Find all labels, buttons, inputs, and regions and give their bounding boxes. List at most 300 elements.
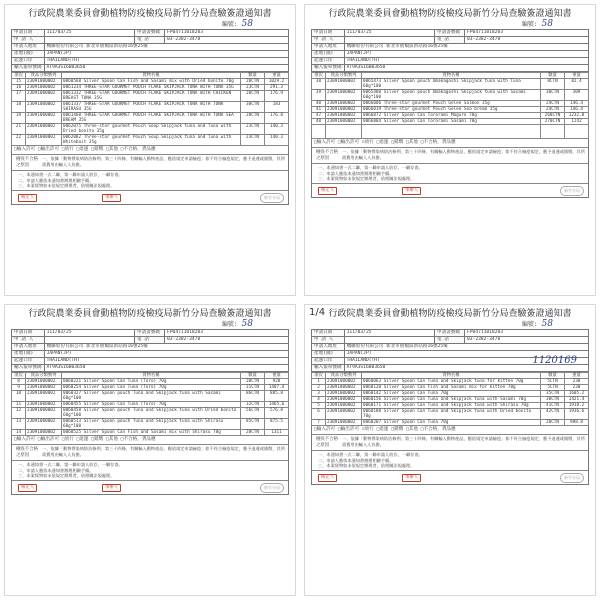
info-label: 產地(國): [312, 51, 345, 58]
hs-code: 23091000002: [326, 119, 362, 125]
document-title: 行政院農業委員會動植物防疫檢疫局新竹分局查驗簽證通知書: [28, 309, 272, 319]
info-label: 申請日期: [12, 330, 45, 337]
info-label: 輸入報單號碼: [12, 65, 45, 72]
quantity: 23CTN: [241, 135, 265, 146]
info-label: 申請人地址: [312, 344, 345, 351]
col-header: 項次: [12, 73, 26, 79]
quantity: 56CTN: [241, 408, 265, 419]
info-label: 輸入報單號碼: [312, 65, 345, 72]
handwritten-serial: 58: [241, 319, 253, 329]
page-label: 1/4: [309, 307, 326, 318]
decision-section: [311, 139, 589, 198]
row-number: 4: [312, 397, 326, 403]
info-value: 03-2382-3478: [165, 337, 289, 344]
stamp-row: [12, 480, 288, 494]
info-label: 電 話: [435, 337, 465, 344]
weight: 1407.4: [265, 385, 289, 391]
info-value: FP04711018203: [465, 330, 589, 337]
info-row: [12, 37, 289, 44]
decision-section: [311, 426, 589, 485]
hs-code: 23091000002: [26, 85, 62, 91]
info-label: 申請人地址: [12, 44, 45, 51]
reason-block: [312, 434, 588, 450]
weight: 1242: [565, 119, 589, 125]
table-row: [312, 119, 589, 125]
table-row: [312, 90, 589, 101]
notes-block: [312, 450, 588, 470]
serial-label: 編號:: [521, 321, 538, 328]
applicant-info-table: [11, 329, 289, 372]
reason-text: 一、依據「動物傳染病防治條例」第三十四條，有關輸入動物產品，應依規定申請檢疫；如不符合檢疫規定，應予退運或銷燬，其所需費用由輸入人負擔。: [342, 149, 585, 160]
weight: 146.4: [565, 107, 589, 113]
weight: 230: [565, 379, 589, 385]
row-number: 14: [12, 430, 26, 436]
info-row: [312, 37, 589, 44]
hs-code: 23091000002: [26, 379, 62, 385]
goods-name: 0066006 Three-star gourmet Pouch Gelee Salmon 35g: [362, 101, 541, 107]
handwritten-serial: 58: [541, 19, 553, 29]
stamp-row: [12, 190, 288, 204]
reason-label: 檢疫不合格之原因: [316, 150, 338, 161]
officer-stamp: 承辦人: [402, 187, 421, 195]
row-number: 9: [12, 385, 26, 391]
serial-line: [11, 320, 289, 329]
office-seal: 新竹分局: [260, 483, 284, 493]
note-line: 一、本通知書一式二聯，第一聯申請人收存，一聯存查。: [318, 165, 423, 170]
quantity: 32CTN: [241, 402, 265, 408]
hs-code: 23091000002: [326, 403, 362, 409]
info-label: 電 話: [135, 37, 165, 44]
goods-name: 0060063 Silver Spoon Can Tuna and Skipjack tuna for kitten 70g: [362, 379, 541, 385]
serial-line: [11, 20, 289, 29]
document-title: 行政院農業委員會動植物防疫檢疫局新竹分局查驗簽證通知書: [328, 9, 572, 19]
quantity: 24CTN: [541, 101, 565, 107]
serial-label: 編號:: [521, 21, 538, 28]
handwritten-serial: 58: [241, 19, 253, 29]
info-row: [12, 337, 289, 344]
items-table: [311, 372, 589, 426]
table-row: [312, 397, 589, 403]
info-value: 111/03/25: [344, 30, 434, 37]
col-header: 項次: [312, 73, 326, 79]
serial-line: [311, 20, 589, 29]
officer-stamp: 承辦人: [102, 194, 121, 202]
col-header: 貨品分類號列: [326, 373, 362, 379]
info-label: 輸入報單號碼: [312, 365, 345, 372]
hs-code: 23091000002: [26, 135, 62, 146]
table-row: [12, 85, 289, 91]
goods-name: 0066872 Silver Spoon Can Tororami Maguro 70g: [362, 113, 541, 119]
reason-text: 一、依據「動物傳染病防治條例」第三十四條，有關輸入動物產品，應依規定申請檢疫；如不符合檢疫規定，應予退運或銷燬，其所需費用由輸入人負擔。: [342, 436, 585, 447]
info-value: THAILAND(TH): [44, 358, 288, 365]
info-label: 產地(國): [312, 351, 345, 358]
notes-block: [312, 163, 588, 183]
goods-name: 0060458 Silver Spoon pouch Tuna and Skipjack tuna with Dried bonito 60g*100: [62, 408, 241, 419]
hs-code: 23091000002: [26, 402, 62, 408]
row-number: 13: [12, 419, 26, 430]
info-label: 申請書號碼: [435, 330, 465, 337]
info-label: 電 話: [135, 337, 165, 344]
info-row: [312, 344, 589, 351]
weight: 1421.4: [565, 397, 589, 403]
hs-code: 23091000002: [26, 91, 62, 102]
row-number: 15: [12, 79, 26, 85]
row-number: 2: [312, 385, 326, 391]
info-label: 申請書號碼: [435, 30, 465, 37]
handwritten-note: 1120169: [532, 355, 577, 366]
approver-stamp: 核定人: [18, 194, 37, 202]
decision-checkboxes: □輸入許可 □輸出許可 □放行 □退運 □銷燬 □其他 □不合格，貨品應: [14, 147, 156, 152]
info-label: 起運口岸: [12, 358, 45, 365]
row-number: 16: [12, 85, 26, 91]
info-label: 起運口岸: [312, 58, 345, 65]
document-title: 行政院農業委員會動植物防疫檢疫局新竹分局查驗簽證通知書: [28, 9, 272, 19]
approver-stamp: 核定人: [318, 187, 337, 195]
applicant-info-table: [311, 29, 589, 72]
row-number: 11: [12, 402, 26, 408]
officer-stamp: 承辦人: [402, 474, 421, 482]
col-header: 貨物名稱: [62, 73, 241, 79]
reason-text: 一、依據「動物傳染病防治條例」第三十四條，有關輸入動物產品，應依規定申請檢疫；如不符合檢疫規定，應予退運或銷燬，其所需費用由輸入人負擔。: [42, 446, 285, 457]
decision-section: [11, 436, 289, 495]
weight: 176.9: [265, 91, 289, 102]
row-number: 47: [312, 113, 326, 119]
hs-code: 23091000002: [326, 101, 362, 107]
hs-code: 23091000002: [326, 397, 362, 403]
info-value: 機聯股份有限公司 新北市板橋區新站路16號25樓: [44, 44, 288, 51]
note-line: 三、本案貨物如未依規定辦理者，依相關法規處理。: [318, 176, 415, 181]
reason-label: 檢疫不合格之原因: [316, 437, 338, 448]
info-row: [12, 330, 289, 337]
hs-code: 23091000002: [26, 79, 62, 85]
info-label: 申請人地址: [12, 344, 45, 351]
info-row: [12, 344, 289, 351]
weight: 183: [265, 102, 289, 113]
quantity: 270CTN: [541, 119, 565, 125]
hs-code: 23091000002: [326, 107, 362, 113]
stamp-row: [312, 183, 588, 197]
hs-code: 23091000002: [326, 391, 362, 397]
info-value: FP04711018203: [165, 30, 289, 37]
table-row: [312, 420, 589, 426]
goods-name: 0061332 THREE-STAR GOURMET POUCH FLAKE SKIPJACK TUNA WITH CHICKEN BREAST TUNA 35G: [62, 91, 241, 102]
table-row: [12, 402, 289, 408]
col-header: 貨品分類號列: [326, 73, 362, 79]
weight: 309: [565, 90, 589, 101]
info-value: FP04711018203: [165, 330, 289, 337]
col-header: 數量: [541, 73, 565, 79]
reason-block: [12, 444, 288, 460]
col-header: 貨品分類號列: [26, 73, 62, 79]
decision-checkboxes: □輸入許可 □輸出許可 ☑放行 □退運 □銷燬 □其他 □不合格，貨品應: [314, 140, 456, 145]
goods-name: 0060513 Silver Spoon pouch Tuna and Skipjack tuna with Shirasu 60g*100: [62, 419, 241, 430]
weight: 82.4: [565, 79, 589, 90]
info-row: [12, 51, 289, 58]
info-value: AT9A3S16B03650: [44, 65, 288, 72]
table-row: [12, 419, 289, 430]
goods-name: 0065473 Silver Spoon pouch Umakagoshi Skipjack tuna with Tuna 60g*100: [362, 79, 541, 90]
row-number: 8: [12, 379, 26, 385]
info-value: 111/03/25: [44, 330, 134, 337]
row-number: 48: [312, 119, 326, 125]
weight: 920: [265, 379, 289, 385]
weight: 1232.8: [565, 113, 589, 119]
row-number: 19: [12, 113, 26, 124]
table-row: [12, 430, 289, 436]
table-row: [12, 408, 289, 419]
quantity: 20CTN: [241, 91, 265, 102]
info-value: 111/03/25: [44, 30, 134, 37]
document-page-1: [4, 4, 296, 296]
reason-label: 檢疫不合格之原因: [16, 447, 38, 458]
weight: 140.3: [265, 124, 289, 135]
serial-line: [311, 320, 589, 329]
reason-label: 檢疫不合格之原因: [16, 157, 38, 168]
col-header: 數量: [541, 373, 565, 379]
goods-name: 0060221 Silver Spoon Can Tuna (Toro) 70g: [62, 379, 241, 385]
table-row: [312, 403, 589, 409]
info-row: [312, 337, 589, 344]
table-row: [12, 91, 289, 102]
quantity: 5CTN: [541, 379, 565, 385]
weight: 885.8: [265, 391, 289, 402]
serial-label: 編號:: [221, 321, 238, 328]
goods-name: 0066884 Silver Spoon Can Tororami Sasami 70g: [362, 119, 541, 125]
note-line: 一、本通知書一式二聯，第一聯申請人收存，一聯存查。: [318, 452, 423, 457]
note-line: 一、本通知書一式二聯，第一聯申請人收存，一聯存查。: [18, 462, 123, 467]
goods-name: 0065480 Silver Spoon pouch Umakagoshi Skipjack tuna with Sasami 60g*100: [362, 90, 541, 101]
goods-name: 0060156 Silver Spoon Can Tuna and Skipjack tuna with Sasami 70g: [362, 397, 541, 403]
quantity: 8CTN: [541, 79, 565, 90]
quantity: 31CTN: [241, 385, 265, 391]
info-value: FP04711018203: [465, 30, 589, 37]
table-row: [12, 79, 289, 85]
info-label: 申請書號碼: [135, 330, 165, 337]
weight: 230: [565, 385, 589, 391]
goods-name: 0060188 Silver Spoon Can Tuna and Skipjack tuna with Dried bonito 70g: [362, 409, 541, 420]
info-row: [12, 365, 289, 372]
row-number: 17: [12, 91, 26, 102]
hs-code: 23091000002: [326, 90, 362, 101]
info-label: 申請日期: [312, 30, 345, 37]
quantity: 30CTN: [541, 397, 565, 403]
row-number: 38: [312, 79, 326, 90]
info-label: 申 請 人: [312, 37, 345, 44]
goods-name: 0061337 THREE-STAR GOURMET POUCH FLAKE SKIPJACK TUNA WITH TUNA SHIRASU 35G: [62, 102, 241, 113]
weight: 176.8: [265, 113, 289, 124]
info-value: JAPAN(JP): [44, 51, 288, 58]
info-value: [344, 337, 434, 344]
info-label: 申 請 人: [12, 37, 45, 44]
col-header: 數量: [241, 73, 265, 79]
info-value: JAPAN(JP): [344, 51, 588, 58]
weight: 291.3: [265, 85, 289, 91]
weight: 1936.6: [565, 409, 589, 420]
hs-code: 23091000002: [26, 113, 62, 124]
office-seal: 新竹分局: [560, 473, 584, 483]
notes-block: [12, 170, 288, 190]
info-value: THAILAND(TH): [344, 358, 588, 365]
row-number: 6: [312, 409, 326, 420]
info-value: [344, 37, 434, 44]
goods-name: 0060525 Silver Spoon Can Fish and Sasami mix with Shirasu 70g: [62, 430, 241, 436]
row-number: 18: [12, 102, 26, 113]
quantity: 42CTN: [541, 409, 565, 420]
weight: 988.8: [565, 420, 589, 426]
info-value: [44, 337, 134, 344]
applicant-info-table: [11, 29, 289, 72]
col-header: 貨品分類號列: [26, 373, 62, 379]
info-row: [12, 30, 289, 37]
goods-name: 0062082 Three-star gourmet Pouch Soup Skipjack tuna and Tuna with Whitebait 35g: [62, 135, 241, 146]
note-line: 三、本案貨物如未依規定辦理者，依相關法規處理。: [318, 463, 415, 468]
decision-checkboxes: □輸入許可 □輸出許可 □放行 □退運 □銷燬 □其他 □不合格，貨品應: [14, 437, 156, 442]
table-row: [12, 391, 289, 402]
info-row: [312, 44, 589, 51]
row-number: 39: [312, 90, 326, 101]
reason-text: 一、依據「動物傳染病防治條例」第三十四條，有關輸入動物產品，應依規定申請檢疫；如不符合檢疫規定，應予退運或銷燬，其所需費用由輸入人負擔。: [42, 156, 285, 167]
info-value: THAILAND(TH): [44, 58, 288, 65]
goods-name: 0060568 Silver Spoon Can Fish and Sasami mix with Dried bonito 70g: [62, 79, 241, 85]
info-value: 03-2382-3478: [465, 37, 589, 44]
info-label: 申請書號碼: [135, 30, 165, 37]
items-table: [11, 372, 289, 436]
hs-code: 23091000002: [326, 79, 362, 90]
goods-name: 0060254 Silver Spoon Can Tuna (Toro) 70g: [62, 385, 241, 391]
note-line: 二、申請人應依本通知書辦理相關手續。: [318, 170, 394, 176]
quantity: 20CTN: [241, 379, 265, 385]
info-value: [44, 37, 134, 44]
hs-code: 23091000002: [326, 385, 362, 391]
col-header: 貨物名稱: [362, 73, 541, 79]
col-header: 重量: [265, 373, 289, 379]
table-row: [312, 379, 589, 385]
decision-checkboxes: □輸入許可 □輸出許可 ☑放行 □退運 □銷燬 □其他 □不合格，貨品應: [314, 427, 456, 432]
office-seal: 新竹分局: [560, 186, 584, 196]
col-header: 項次: [312, 373, 326, 379]
goods-name: 0060120 Silver Spoon Can Fish and Sasami mix for kitten 70g: [362, 385, 541, 391]
document-page-2: [304, 4, 596, 296]
info-label: 申 請 人: [312, 337, 345, 344]
table-row: [12, 113, 289, 124]
goods-name: 0060455 Silver Spoon Can Tuna (Toro) 70g: [62, 402, 241, 408]
quantity: 86CTN: [241, 391, 265, 402]
table-row: [312, 107, 589, 113]
col-header: 重量: [565, 73, 589, 79]
weight: 1311: [265, 430, 289, 436]
info-label: 申請人地址: [312, 44, 345, 51]
hs-code: 23091000002: [326, 420, 362, 426]
quantity: 30CTN: [541, 90, 565, 101]
approver-stamp: 核定人: [318, 474, 337, 482]
info-row: [12, 58, 289, 65]
hs-code: 23091000002: [326, 113, 362, 119]
reason-block: [12, 154, 288, 170]
hs-code: 23091000002: [26, 385, 62, 391]
goods-name: 0060327 Silver Spoon pouch Tuna and Skipjack tuna with Sasami 60g*100: [62, 391, 241, 402]
table-row: [312, 79, 589, 90]
document-title: 行政院農業委員會動植物防疫檢疫局新竹分局查驗簽證通知書: [328, 309, 572, 319]
row-number: 22: [12, 135, 26, 146]
info-row: [312, 51, 589, 58]
quantity: 85CTN: [241, 419, 265, 430]
goods-name: 0060142 Silver Spoon Can Tuna 70g: [362, 391, 541, 397]
quantity: 28CTN: [241, 113, 265, 124]
info-row: [312, 65, 589, 72]
reason-block: [312, 147, 588, 163]
row-number: 41: [312, 107, 326, 113]
col-header: 貨物名稱: [62, 373, 241, 379]
items-table: [11, 72, 289, 146]
quantity: 28CTN: [241, 430, 265, 436]
info-label: 申請日期: [312, 330, 345, 337]
quantity: 24CTN: [541, 107, 565, 113]
table-row: [12, 124, 289, 135]
goods-name: 0061234 THREE-STAR GOURMET POUCH FLAKE SKIPJACK TUNA WITH TUNA 35G: [62, 85, 241, 91]
hs-code: 23091000002: [26, 408, 62, 419]
row-number: 5: [312, 403, 326, 409]
col-header: 數量: [241, 373, 265, 379]
info-value: JAPAN(JP): [344, 351, 588, 358]
table-row: [12, 385, 289, 391]
goods-name: 0066019 Three-star gourmet Pouch Gelee Sea bream 35g: [362, 107, 541, 113]
table-row: [12, 102, 289, 113]
row-number: 7: [312, 420, 326, 426]
items-table: [311, 72, 589, 139]
note-line: 三、本案貨物如未依規定辦理者，依相關法規處理。: [18, 473, 115, 478]
info-row: [12, 44, 289, 51]
row-number: 40: [312, 101, 326, 107]
quantity: 5CTN: [541, 385, 565, 391]
hs-code: 23091000002: [326, 409, 362, 420]
info-row: [312, 30, 589, 37]
info-row: [12, 351, 289, 358]
info-label: 起運口岸: [12, 58, 45, 65]
col-header: 重量: [565, 373, 589, 379]
quantity: 20CTN: [541, 420, 565, 426]
info-row: [12, 358, 289, 365]
row-number: 10: [12, 391, 26, 402]
table-row: [312, 101, 589, 107]
hs-code: 23091000002: [326, 379, 362, 385]
office-seal: 新竹分局: [260, 193, 284, 203]
note-line: 一、本通知書一式二聯，第一聯申請人收存，一聯存查。: [18, 172, 123, 177]
goods-name: 0062075 Three-star gourmet Pouch Soup Skipjack tuna and Tuna with Dried bonito 35g: [62, 124, 241, 135]
notes-block: [12, 460, 288, 480]
quantity: 268CTN: [541, 113, 565, 119]
quantity: 41CTN: [541, 403, 565, 409]
weight: 1605.2: [565, 391, 589, 397]
table-row: [12, 135, 289, 146]
hs-code: 23091000002: [26, 102, 62, 113]
decision-section: [11, 146, 289, 205]
info-value: 機聯股份有限公司 新北市板橋區新站路16號25樓: [44, 344, 288, 351]
row-number: 1: [312, 379, 326, 385]
table-row: [12, 379, 289, 385]
weight: 146.4: [565, 101, 589, 107]
table-row-empty: [312, 125, 589, 139]
info-value: AT9A3S16B03650: [344, 365, 588, 372]
quantity: 23CTN: [241, 85, 265, 91]
info-label: 起運口岸: [312, 358, 345, 365]
hs-code: 23091000002: [26, 419, 62, 430]
weight: 875.5: [265, 419, 289, 430]
handwritten-serial: 58: [541, 319, 553, 329]
hs-code: 23091000002: [26, 124, 62, 135]
quantity: 35CTN: [541, 391, 565, 397]
table-row: [312, 409, 589, 420]
document-page-3: [4, 304, 296, 596]
